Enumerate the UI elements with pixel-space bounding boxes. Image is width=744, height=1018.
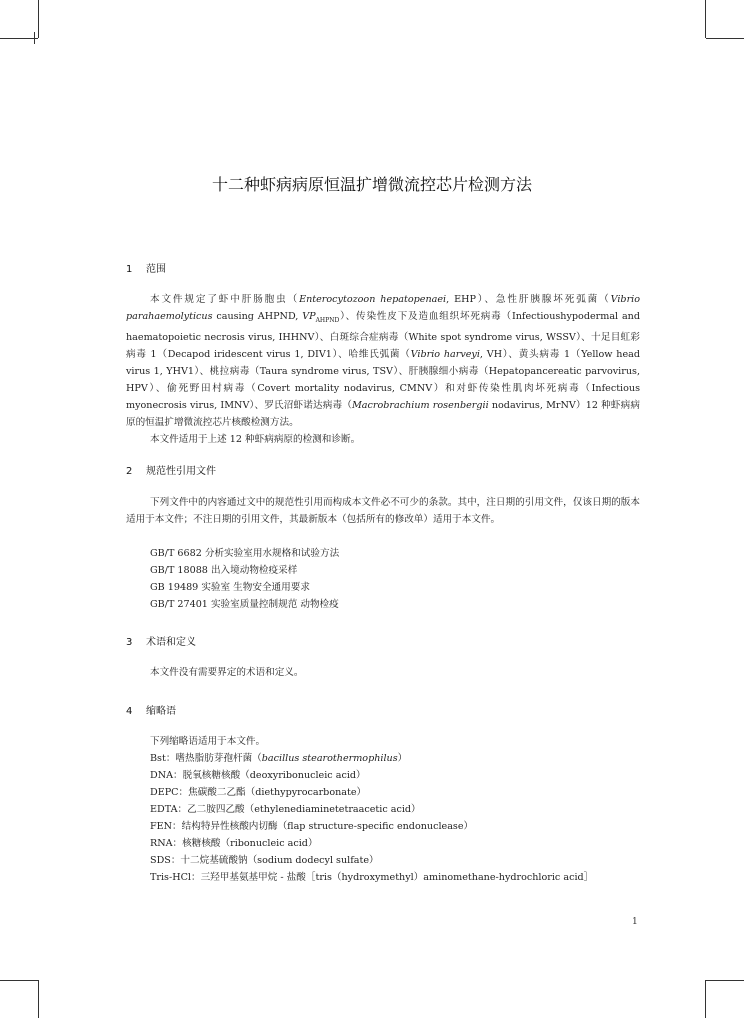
section-title: 规范性引用文件 bbox=[146, 466, 216, 477]
abbreviation-item-sds: SDS：十二烷基硫酸钠（sodium dodecyl sulfate） bbox=[150, 855, 379, 866]
document-title: 十二种虾病病原恒温扩增微流控芯片检测方法 bbox=[211, 175, 532, 194]
section-title: 术语和定义 bbox=[146, 637, 196, 648]
abbreviation-item-edta: EDTA：乙二胺四乙酸（ethylenediaminetetraacetic acid） bbox=[150, 804, 421, 815]
section-heading-abbreviations bbox=[126, 702, 176, 717]
references-paragraph: 下列文件中的内容通过文中的规范性引用而构成本文件必不可少的条款。其中，注日期的引用文件，仅该日期的版本适用于本文件；不注日期的引用文件，其最新版本（包括所有的修改单）适用于本文件。 bbox=[126, 497, 640, 525]
abbreviation-item-fen: FEN：结构特异性核酸内切酶（flap structure-specific endonuclease） bbox=[150, 821, 474, 832]
section-number: 3 bbox=[126, 637, 133, 648]
abbreviation-item-dna: DNA：脱氧核糖核酸（deoxyribonucleic acid） bbox=[150, 770, 366, 781]
scope-body bbox=[126, 291, 640, 448]
section-title: 缩略语 bbox=[146, 706, 176, 717]
scope-paragraph-2: 本文件适用于上述 12 种虾病病原的检测和诊断。 bbox=[150, 433, 361, 445]
abbreviation-item-bst: Bst：嗜热脂肪芽孢杆菌（bacillus stearothermophilus） bbox=[150, 753, 408, 764]
abbreviation-item-rna: RNA：核糖核酸（ribonucleic acid） bbox=[150, 838, 318, 849]
section-title: 范围 bbox=[146, 264, 166, 275]
reference-item: GB/T 18088 出入境动物检疫采样 bbox=[150, 565, 298, 576]
section-heading-scope bbox=[126, 260, 166, 275]
reference-item: GB/T 27401 实验室质量控制规范 动物检疫 bbox=[150, 599, 339, 610]
terms-text: 本文件没有需要界定的术语和定义。 bbox=[150, 667, 304, 678]
section-heading-references bbox=[126, 462, 216, 477]
abbreviations-intro: 下列缩略语适用于本文件。 bbox=[150, 736, 266, 747]
section-number: 1 bbox=[126, 264, 133, 275]
abbreviation-item-tris: Tris-HCl：三羟甲基氨基甲烷 - 盐酸［tris（hydroxymethyl）aminomethane-hydrochloric acid］ bbox=[150, 872, 594, 883]
scope-paragraph-1: 本文件规定了虾中肝肠胞虫（Enterocytozoon hepatopenaei, EHP）、急性肝胰腺坏死弧菌（Vibrio parahaemolyticus causing AHPND, $VP_{AHPND}$）、传染性皮下及造血组织坏死病毒（Infectioushypodermal and haematopoietic necrosis virus, IHHNV）、白斑综合症病毒（White spot syndrome virus, WSSV）、十足目虹彩病毒 1（Decapod iridescent virus 1, DIV1）、哈维氏弧菌（Vibrio harveyi, VH）、黄头病毒 1（Yellow head virus 1, YHV1）、桃拉病毒（Taura syndrome virus, TSV）、肝胰腺细小病毒（Hepatopancereatic parvovirus, HPV）、偷死野田村病毒（Covert mortality nodavirus, CMNV）和对虾传染性肌肉坏死病毒（Infectious myonecrosis virus, IMNV）、罗氏沼虾诺达病毒（Macrobrachium rosenbergii nodavirus, MrNV）12 种虾病病原的恒温扩增微流控芯片核酸检测方法。 bbox=[126, 294, 641, 428]
reference-item: GB 19489 实验室 生物安全通用要求 bbox=[150, 582, 310, 593]
section-number: 4 bbox=[126, 706, 133, 717]
abbreviation-item-depc: DEPC：焦碳酸二乙酯（diethypyrocarbonate） bbox=[150, 787, 367, 798]
section-heading-terms bbox=[126, 633, 196, 648]
references-intro bbox=[126, 494, 640, 528]
page-number: 1 bbox=[632, 917, 638, 927]
reference-item: GB/T 6682 分析实验室用水规格和试验方法 bbox=[150, 548, 340, 559]
section-number: 2 bbox=[126, 466, 133, 477]
